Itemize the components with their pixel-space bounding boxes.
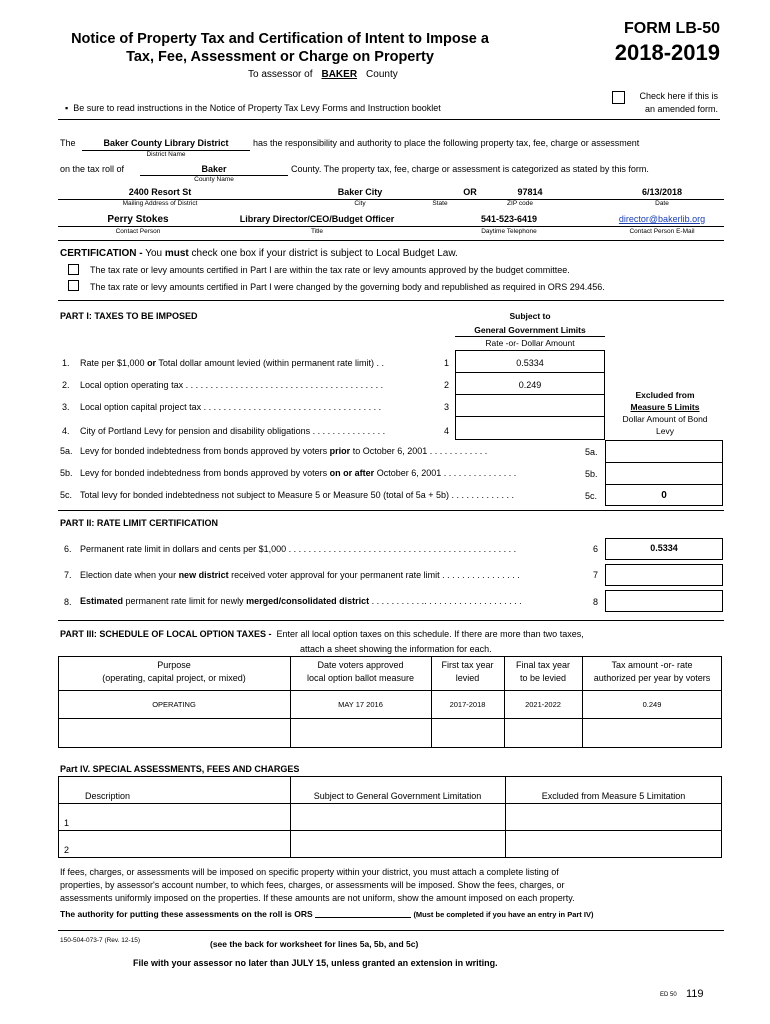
zip-label: ZIP code (507, 200, 533, 207)
form-title (40, 30, 520, 66)
part3-note-2: attach a sheet showing the information for each. (300, 644, 492, 654)
divider (58, 240, 724, 241)
county-name-value: Baker (201, 164, 227, 174)
tax-roll-prefix: on the tax roll of (60, 164, 125, 174)
contact-label: Contact Person (115, 228, 161, 235)
cert-option-1-checkbox[interactable] (68, 264, 79, 275)
row-line (605, 462, 723, 463)
row-5c-label: Total levy for bonded indebtedness not subject to Measure 5 or Measure 50 (total of 5a + 5b) . . . . . . . . . . . . . (80, 490, 514, 500)
responsibility-text: has the responsibility and authority to place the following property tax, fee, charge or assessment (253, 138, 640, 148)
row-8-num: 8. (64, 597, 72, 607)
row-7-line: 7 (593, 570, 599, 580)
form-number: 150-504-073-7 (Rev. 12-15) (60, 937, 141, 944)
county-text: County. The property tax, fee, charge or assessment is categorized as stated by this form. (291, 164, 649, 174)
email-label: Contact Person E-Mail (629, 228, 695, 235)
zip-value: 97814 (517, 187, 543, 197)
col-date: Date voters approved local option ballot measure (306, 660, 415, 683)
title-value: Library Director/CEO/Budget Officer (239, 214, 395, 224)
part4-row-2: 2 (64, 845, 70, 855)
part4-col-excluded: Excluded from Measure 5 Limitation (541, 791, 686, 801)
assessor-county: BAKER (321, 69, 358, 80)
row-2-label: Local option operating tax . . . . . . . . . . . . . . . . . . . . . . . . . . . . . . . . . . . . . . . . (80, 380, 384, 390)
divider (58, 300, 724, 301)
excluded-line-1: Excluded from (635, 390, 695, 400)
ors-field[interactable] (315, 909, 411, 918)
row-2-value[interactable]: 0.249 (518, 380, 542, 390)
row-8-line: 8 (593, 597, 599, 607)
row-1-num: 1. (62, 358, 70, 368)
title-line-1: Notice of Property Tax and Certification of Intent to Impose a (71, 31, 489, 47)
contact-line (58, 226, 724, 227)
address-label: Mailing Address of District (122, 200, 198, 207)
row-5a-label: Levy for bonded indebtedness from bonds approved by voters prior to October 6, 2001 . . . . . . . . . . . . (80, 446, 488, 456)
row-7-num: 7. (64, 570, 72, 580)
form-year: 2018-2019 (614, 40, 720, 65)
row-line (455, 439, 605, 440)
col-line (505, 776, 506, 858)
county-name-label: County Name (194, 176, 234, 183)
part1-col-subject-2: General Government Limits (474, 325, 586, 335)
row-4-num: 4. (62, 426, 70, 436)
ed-code: ED 50 (660, 992, 677, 998)
certification-heading: CERTIFICATION - You must check one box if your district is subject to Local Budget Law. (60, 248, 458, 259)
local-option-amount[interactable]: 0.249 (642, 700, 662, 709)
contact-value: Perry Stokes (107, 214, 169, 225)
address-value: 2400 Resort St (128, 187, 192, 197)
date-label: Date (655, 200, 669, 207)
excluded-line-2: Measure 5 Limits (630, 402, 700, 412)
row-7-label: Election date when your new district received voter approval for your permanent rate limit . . . . . . . . . . . . . . . . (80, 570, 520, 580)
divider (58, 620, 724, 621)
cert-option-2-label: The tax rate or levy amounts certified in Part I were changed by the governing body and republished as required in ORS 294.456. (90, 282, 605, 292)
part1-col-rate: Rate -or- Dollar Amount (485, 338, 575, 348)
part4-header-line (58, 803, 722, 804)
row-3-line: 3 (444, 402, 450, 412)
local-option-first[interactable]: 2017-2018 (449, 700, 486, 709)
bullet-icon: ▪ (65, 103, 69, 113)
row-5b-label: Levy for bonded indebtedness from bonds approved by voters on or after October 6, 2001 . . . . . . . . . . . . . . . (80, 468, 517, 478)
row-6-value[interactable]: 0.5334 (650, 543, 678, 553)
row-5c-line: 5c. (585, 491, 598, 501)
phone-value: 541-523-6419 (480, 214, 538, 224)
part4-row-1: 1 (64, 818, 70, 828)
row-5a-line: 5a. (585, 447, 598, 457)
amended-checkbox[interactable] (612, 91, 625, 104)
part3-row-line (58, 718, 722, 719)
row-6-num: 6. (64, 544, 72, 554)
row-5a-num: 5a. (60, 446, 73, 456)
row-5c-num: 5c. (60, 490, 73, 500)
col-line (290, 776, 291, 858)
row-line (455, 416, 605, 417)
part4-col-desc: Description (85, 791, 131, 801)
divider (58, 930, 724, 931)
col-purpose: Purpose (operating, capital project, or mixed) (102, 660, 246, 683)
part1-heading: PART I: TAXES TO BE IMPOSED (60, 311, 198, 321)
row-3-label: Local option capital project tax . . . . . . . . . . . . . . . . . . . . . . . . . . . . . . . . . . . . (80, 402, 382, 412)
row-7-box[interactable] (605, 564, 723, 586)
part3-header-line (58, 690, 722, 691)
part4-row-line (58, 830, 722, 831)
row-6-label: Permanent rate limit in dollars and cents per $1,000 . . . . . . . . . . . . . . . . . . . . . . . . . . . . . . . . . . . . . . . . . . . . . . (80, 544, 517, 554)
local-option-final[interactable]: 2021-2022 (525, 700, 561, 709)
excluded-line-4: Levy (656, 426, 674, 436)
state-label: State (432, 200, 448, 207)
row-3-num: 3. (62, 402, 70, 412)
part2-heading: PART II: RATE LIMIT CERTIFICATION (60, 518, 218, 528)
amended-label: Check here if this is an amended form. (639, 91, 718, 114)
part4-heading: Part IV. SPECIAL ASSESSMENTS, FEES AND CHARGES (60, 764, 300, 774)
divider (58, 510, 724, 511)
phone-label: Daytime Telephone (481, 228, 537, 235)
assessor-line: To assessor of BAKER County (248, 69, 398, 80)
title-line-2: Tax, Fee, Assessment or Charge on Property (126, 49, 434, 65)
city-label: City (354, 200, 366, 207)
row-1-label: Rate per $1,000 or Total dollar amount levied (within permanent rate limit) . . (80, 358, 384, 368)
row-1-value[interactable]: 0.5334 (516, 358, 544, 368)
row-line (455, 394, 605, 395)
district-name-label: District Name (146, 151, 186, 158)
row-5c-value[interactable]: 0 (661, 490, 667, 501)
row-2-line: 2 (444, 380, 450, 390)
state-value: OR (463, 187, 477, 197)
row-4-line: 4 (444, 426, 450, 436)
file-note: File with your assessor no later than JULY 15, unless granted an extension in writing. (133, 958, 498, 968)
page-number: 119 (686, 988, 704, 1000)
col-final: Final tax year to be levied (515, 660, 571, 683)
row-5b-line: 5b. (585, 469, 598, 479)
attachment-paragraph: If fees, charges, or assessments will be imposed on specific property within your district, you must attach a complete listing of properties, by assessor's account number, to which fees, charges, or assessments will be imposed. Show the fees, charges, or assessments uniformly imposed on the properties. If these amounts are not uniform, show the amount imposed on each property. (60, 867, 575, 903)
row-6-line: 6 (593, 544, 599, 554)
row-8-box[interactable] (605, 590, 723, 612)
row-8-label: Estimated permanent rate limit for newly merged/consolidated district . . . . . . . . . . .. . . . . . . . . . . . . . . . . . . . (80, 596, 522, 606)
part4-col-subject: Subject to General Government Limitation (313, 791, 482, 801)
part1-col-subject-1: Subject to (509, 311, 551, 321)
the-label: The (60, 138, 76, 148)
bullet-note: ▪ Be sure to read instructions in the Notice of Property Tax Levy Forms and Instruction booklet (65, 103, 441, 113)
divider (58, 119, 720, 120)
local-option-purpose[interactable]: OPERATING (152, 700, 196, 709)
city-value: Baker City (337, 187, 383, 197)
part4-table (58, 776, 722, 858)
excluded-line-3: Dollar Amount of Bond (622, 414, 708, 424)
district-name-value: Baker County Library District (103, 138, 229, 148)
authority-line: The authority for putting these assessments on the roll is ORS (Must be completed if you have an entry in Part IV) (60, 909, 594, 919)
date-value: 6/13/2018 (641, 187, 683, 197)
col-first: First tax year levied (441, 660, 494, 683)
part1-col-line (455, 336, 605, 337)
row-4-label: City of Portland Levy for pension and disability obligations . . . . . . . . . . . . . . . (80, 426, 386, 436)
title-label: Title (310, 228, 324, 235)
row-line (605, 484, 723, 485)
cert-option-1-label: The tax rate or levy amounts certified in Part I are within the tax rate or levy amounts approved by the budget committee. (90, 265, 570, 275)
part3-heading: PART III: SCHEDULE OF LOCAL OPTION TAXES - Enter all local option taxes on this schedule. If there are more than two taxes, (60, 629, 584, 639)
cert-option-2-checkbox[interactable] (68, 280, 79, 291)
email-link[interactable]: director@bakerlib.org (618, 214, 706, 224)
row-1-line: 1 (444, 358, 450, 368)
row-line (455, 372, 605, 373)
local-option-date[interactable]: MAY 17 2016 (338, 700, 383, 709)
row-5b-num: 5b. (60, 468, 73, 478)
col-amount: Tax amount -or- rate authorized per year by voters (593, 660, 711, 683)
row-2-num: 2. (62, 380, 70, 390)
form-label: FORM LB-50 (624, 20, 720, 37)
worksheet-note: (see the back for worksheet for lines 5a, 5b, and 5c) (210, 939, 419, 949)
